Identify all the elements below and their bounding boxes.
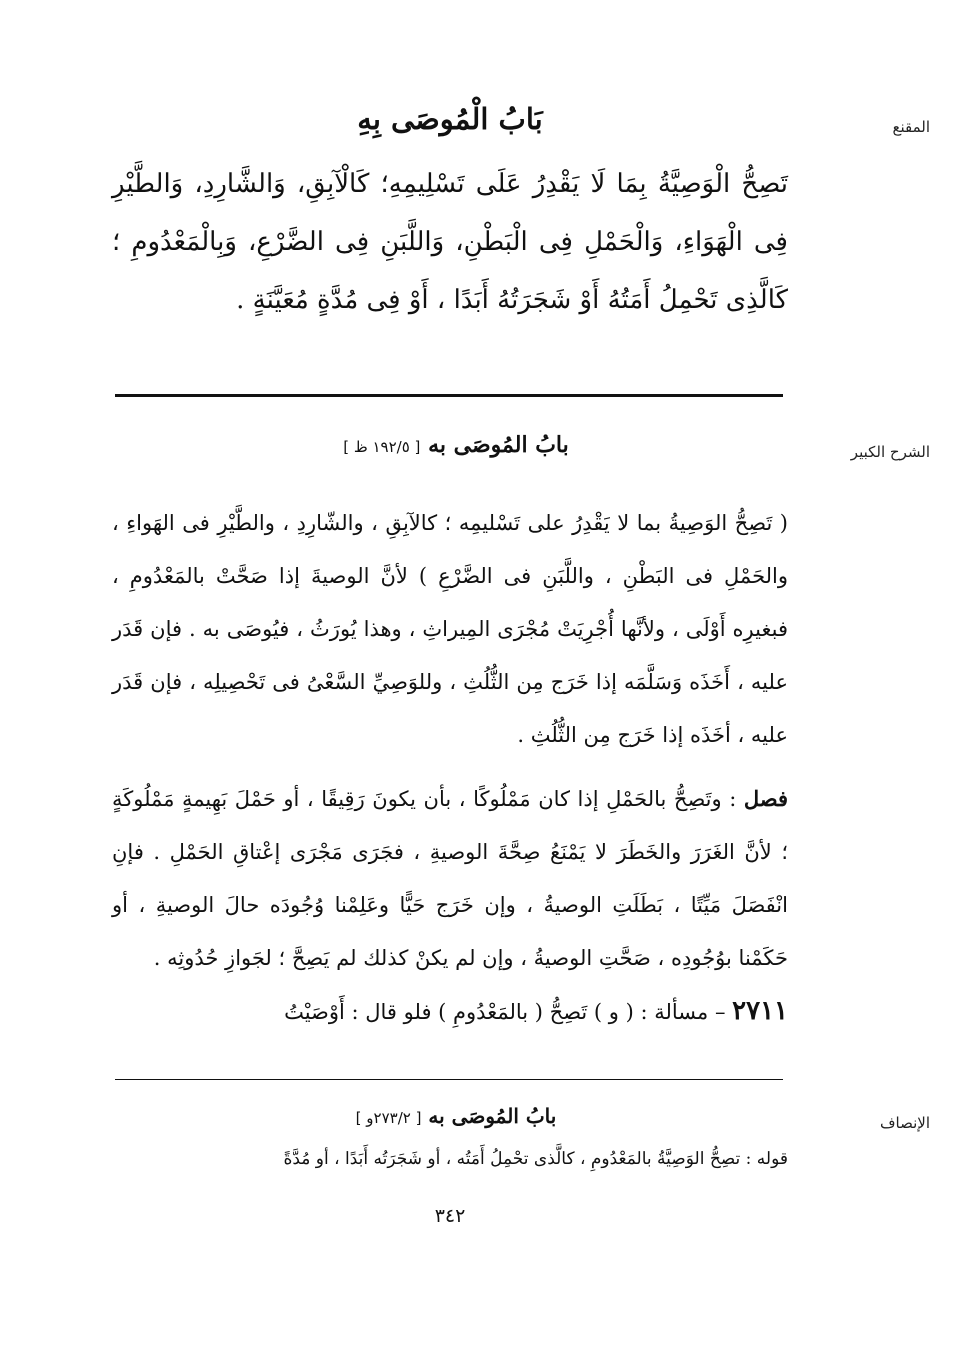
insaf-text: قوله : تصِحُّ الوَصِيَّةُ بالمَعْدُومِ ، كالَّذى تحْمِلُ أَمَتُه ، أو شَجَرَتُه أَبَدًا ، أو مُدَّةً — [283, 1149, 788, 1169]
masala-number: ٢٧١١ — [732, 996, 788, 1026]
fasl-paragraph — [112, 772, 788, 985]
sharh-body — [112, 497, 788, 1039]
sharh-heading: بابُ المُوصَى به — [428, 432, 569, 458]
sharh-ref: [ ١٩٢/٥ ظ ] — [343, 438, 421, 456]
insaf-divider — [115, 1079, 783, 1080]
masala-text: – مسألة : ( و ) تَصِحُّ ( بالمَعْدُومِ ) فلو قال : أَوْصَيْتُ — [284, 1000, 726, 1024]
sharh-heading-row — [115, 432, 785, 458]
section-divider — [115, 394, 783, 397]
insaf-label: الإنصاف — [879, 1114, 930, 1132]
insaf-ref: [ ٢٧٣/٢و ] — [355, 1109, 422, 1127]
muqni-heading: بَابُ الْمُوصَى بِهِ — [357, 102, 543, 136]
muqni-text: تَصِحُّ الْوَصِيَّةُ بِمَا لَا يَقْدِرُ عَلَى تَسْلِيمِهِ؛ كَالْآبِقِ، وَالشَّارِدِ، وَالطَّيْرِ فِى الْهَوَاءِ، وَالْحَمْلِ فِى الْبَطْنِ، وَاللَّبَنِ فِى الضَّرْعِ، وَبِالْمَعْدُومِ ؛ كَالَّذِى تَحْمِلُ أَمَتُهُ أَوْ شَجَرَتُهُ أَبَدًا ، أَوْ فِى مُدَّةٍ مُعَيَّنَةٍ . — [112, 169, 788, 315]
fasl-text: : وتَصِحُّ بالحَمْلِ إذا كان مَمْلُوكًا ، بأن يكونَ رَقِيقًا ، أو حَمْلَ بَهِيمةٍ مَمْلُوكَةٍ ؛ لأنَّ الغَرَرَ والخَطَرَ لا يَمْنَعُ صِحَّةَ الوصيةِ ، فجَرَى مَجْرَى إعْتاقِ الحَمْلِ . فإنِ انْفَصَلَ مَيِّتًا ، بَطَلَتِ الوصيةُ ، وإن خَرَج حَيًّا وعَلِمْنا وُجُودَه حالَ الوصيةِ ، أو حَكَمْنا بوُجُودِه ، صَحَّتِ الوصيةُ ، وإن لم يكنْ كذلك لم يَصِحَّ ؛ لجَوازِ حُدُوثِه . — [112, 787, 788, 970]
insaf-heading-row — [115, 1104, 785, 1128]
fasl-label: فصل — [743, 786, 788, 811]
page-number: ٣٤٢ — [434, 1205, 466, 1227]
insaf-body — [112, 1143, 788, 1175]
insaf-heading: بابُ المُوصَى به — [428, 1104, 557, 1128]
sharh-paragraph: ( تَصِحُّ الوَصِيةُ بما لا يَقْدِرُ على تَسْليمِه ؛ كالآبِقِ ، والشّارِدِ ، والطَّيْرِ فى الهَواءِ ، والحَمْلِ فى البَطْنِ ، واللَّبَنِ فى الضَّرْعِ ) لأنَّ الوصيةَ إذا صَحَّتْ بالمَعْدُومِ ، فبغيرِه أَوْلَى ، ولأنَّها أُجْرِيَتْ مُجْرَى المِيراثِ ، وهذا يُورَثُ ، فيُوصَى به . فإن قَدَر عليه ، أَخَذَه وَسَلَّمَه إذا خَرَج مِن الثُّلُثِ ، وللوَصِيِّ السَّعْىُ فى تَحْصِيلِه ، فإن قَدَر عليه ، أخَذَه إذا خَرَج مِن الثُّلُثِ . — [112, 511, 788, 747]
muqni-body — [112, 155, 788, 329]
masala-line — [112, 985, 788, 1039]
muqni-label: المقنع — [892, 118, 930, 136]
sharh-label: الشرح الكبير — [850, 443, 930, 461]
